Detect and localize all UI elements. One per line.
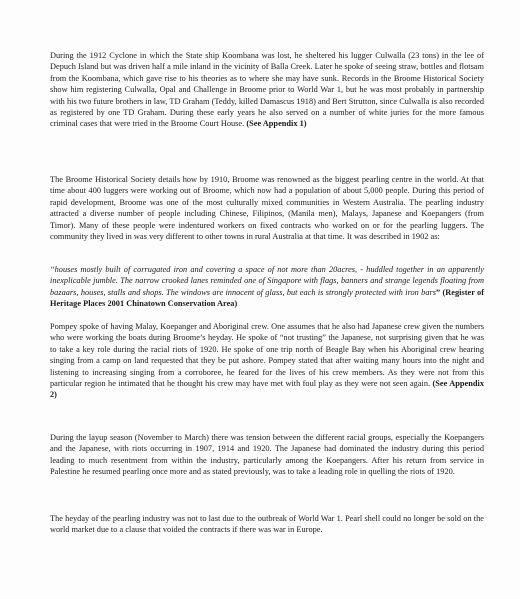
paragraph-broome-history [50, 174, 484, 242]
paragraph-cyclone [50, 50, 484, 130]
paragraph-layup-season-text: During the layup season (November to March) there was tension between the different racial groups, especially the Koepangers and the Japanese, with riots occurring in 1907, 1914 and 1920. The Japanese had dominated the industry during this period leading to much resentment from within the industry, particularly among the Koepangers. After his return from service in Palestine he resumed pearling once more and as stated previously, was to take a leading role in quelling the riots of 1920. [50, 433, 484, 477]
paragraph-quote [50, 264, 484, 310]
paragraph-crew [50, 321, 484, 401]
paragraph-heyday [50, 513, 484, 536]
heritage-quote-source: ” (Register of Heritage Places 2001 Chinatown Conservation Area) [50, 287, 484, 309]
paragraph-broome-history-text: The Broome Historical Society details how by 1910, Broome was renowned as the biggest pearling centre in the world. At that time about 400 luggers were working out of Broome, which now had a population of about 5,000 people. During this period of rapid development, Broome was one of the most culturally mixed communities in Western Australia. The pearling industry attracted a diverse number of people including Chinese, Filipinos, (Manila men), Malays, Japanese and Koepangers (from Timor). Many of these people were indentured workers on fixed contracts who worked on or for the pearling luggers. The community they lived in was very different to other towns in rural Australia at that time. It was described in 1902 as: [50, 175, 484, 242]
paragraph-layup-season [50, 432, 484, 478]
paragraph-cyclone-text: During the 1912 Cyclone in which the State ship Koombana was lost, he sheltered his lugger Culwalla (23 tons) in the lee of Depuch Island but was driven half a mile inland in the vicinity of Balla Creek. Later he spoke of seeing straw, bottles and flotsam from the Koombana, which gave rise to his theories as to where she may have sunk. Records in the Broome Historical Society show him registering Culwalla, Opal and Challenge in Broome prior to World War 1, but he was most probably in partnership with his two future brothers in law, TD Graham (Teddy, killed Damascus 1918) and Bert Strutton, since Culwalla is also recorded as registered by one TD Graham. During these early years he also served on a number of white juries for the more famous criminal cases that were tried in the Broome Court House. [50, 51, 484, 129]
appendix-1-reference: (See Appendix 1) [246, 119, 307, 129]
paragraph-crew-text: Pompey spoke of having Malay, Koepanger and Aboriginal crew. One assumes that he also had Japanese crew given the numbers who were working the boats during Broome’s heyday. He spoke of “not trusting” the Japanese, not surprising given that he was to take a key role during the racial riots of 1920. He spoke of one trip north of Beagle Bay when his Aboriginal crew hearing singing from a camp on land requested that they be put ashore. Pompey stated that after waiting many hours into the night and listening to increasing singing from a corroboree, he feared for the lives of his crew members. As they were not from this particular region he intimated that he thought his crew may have met with foul play as they were not seen again. [50, 322, 484, 389]
paragraph-heyday-text: The heyday of the pearling industry was not to last due to the outbreak of World War 1. Pearl shell could no longer be sold on the world market due to a clause that voided the contracts if there was war in Europe. [50, 514, 484, 535]
heritage-quote: “houses mostly built of corrugated iron and covering a space of not more than 20acres, - huddled together in an apparently inexplicable jumble. The narrow crooked lanes reminded one of Singapore with flags, banners and strange legends floating from bazaars, houses, stalls and shops. The windows are innocent of glass, but each is strongly protected with iron bars [50, 265, 484, 297]
appendix-2-reference: (See Appendix 2) [50, 379, 484, 400]
